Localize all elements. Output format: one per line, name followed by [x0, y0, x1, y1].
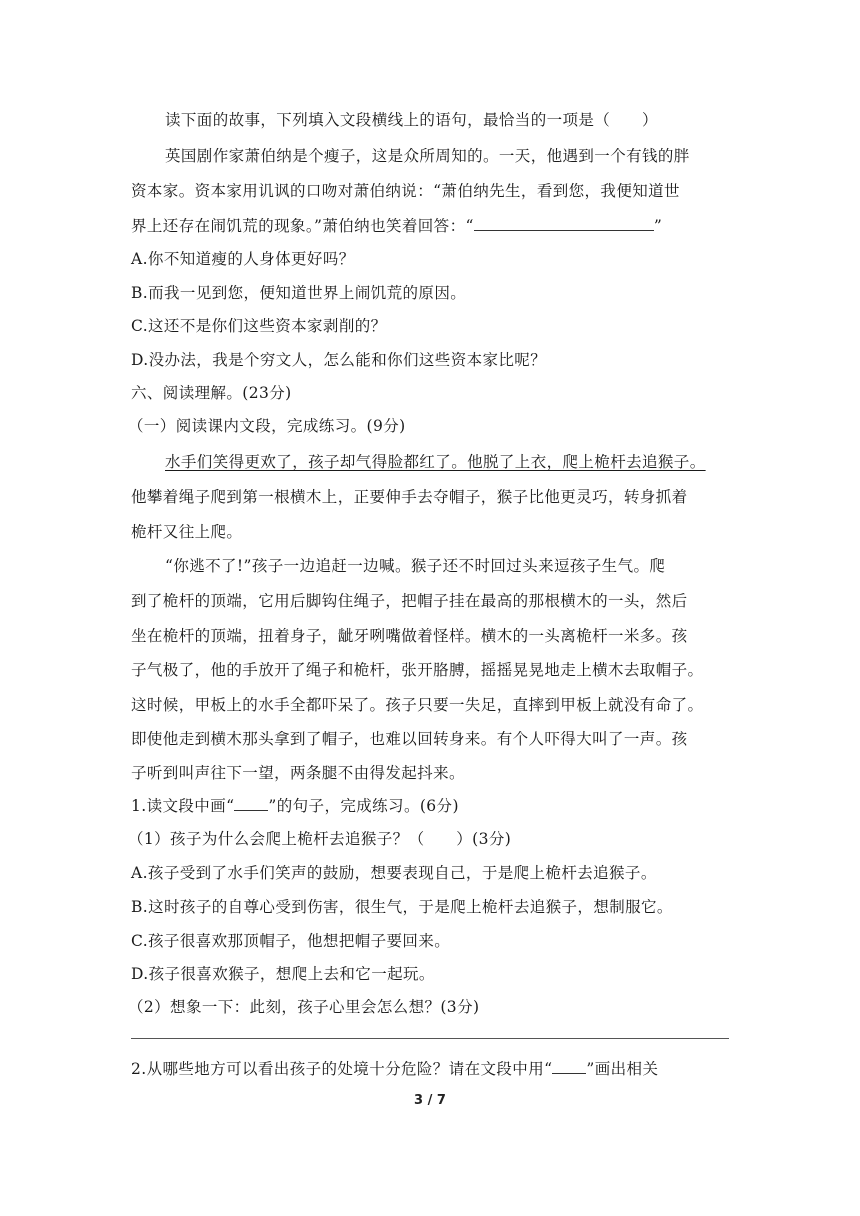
- story-line-1: 英国剧作家萧伯纳是个瘦子，这是众所周知的。一天，他遇到一个有钱的胖: [165, 147, 690, 165]
- question-2-text-end: ”画出相关: [586, 1060, 659, 1078]
- q1-option-a: A.孩子受到了水手们笑声的鼓励，想要表现自己，于是爬上桅杆去追猴子。: [131, 864, 657, 882]
- option-b: B.而我一见到您，便知道世界上闹饥荒的原因。: [131, 284, 467, 302]
- passage-line: 到了桅杆的顶端，它用后脚钩住绳子，把帽子挂在最高的那根横木的一头，然后: [131, 592, 688, 610]
- passage-underlined-sentence: [165, 452, 765, 472]
- passage-line: 桅杆又往上爬。: [131, 523, 243, 541]
- passage-line: 子气极了，他的手放开了绳子和桅杆，张开胳膊，摇摇晃晃地走上横木去取帽子。: [131, 661, 704, 679]
- passage-line: 即使他走到横木那头拿到了帽子，也难以回转身来。有个人吓得大叫了一声。孩: [131, 730, 688, 748]
- question-2: [131, 1059, 731, 1079]
- option-d: D.没办法，我是个穷文人，怎么能和你们这些资本家比呢？: [131, 351, 547, 369]
- option-c: C.这还不是你们这些资本家剥削的？: [131, 317, 387, 335]
- q1-option-b: B.这时孩子的自尊心受到伤害，很生气，于是爬上桅杆去追猴子，想制服它。: [131, 898, 673, 916]
- part1-heading: （一）阅读课内文段，完成练习。(9分): [128, 417, 406, 435]
- question-intro: 读下面的故事，下列填入文段横线上的语句，最恰当的一项是（ ）: [165, 111, 658, 129]
- option-a: A.你不知道瘦的人身体更好吗？: [131, 250, 355, 268]
- passage-line: 子听到叫声往下一望，两条腿不由得发起抖来。: [131, 764, 465, 782]
- question-1: [131, 796, 731, 816]
- section-heading: 六、阅读理解。(23分): [131, 384, 292, 402]
- passage-line: 坐在桅杆的顶端，扭着身子，龇牙咧嘴做着怪样。横木的一头离桅杆一米多。孩: [131, 627, 688, 645]
- underline-mark: [234, 798, 268, 811]
- answer-blank[interactable]: [474, 218, 654, 231]
- question-1-text: 1.读文段中画“: [131, 797, 235, 815]
- question-1-text-end: ”的句子，完成练习。(6分): [268, 797, 459, 815]
- page-number: 3 / 7: [414, 1093, 446, 1108]
- story-line-3-close: ”: [653, 217, 663, 235]
- answer-line[interactable]: [131, 1038, 729, 1039]
- question-1-2: （2）想象一下：此刻，孩子心里会怎么想？(3分): [128, 998, 480, 1016]
- story-line-3: [131, 216, 731, 236]
- q1-option-c: C.孩子很喜欢那顶帽子，他想把帽子要回来。: [131, 932, 451, 950]
- story-line-3-text: 界上还存在闹饥荒的现象。”萧伯纳也笑着回答：“: [131, 217, 474, 235]
- passage-line: 这时候，甲板上的水手全都吓呆了。孩子只要一失足，直摔到甲板上就没有命了。: [131, 696, 704, 714]
- underlined-text: 水手们笑得更欢了，孩子却气得脸都红了。他脱了上衣，爬上桅杆去追猴子。: [165, 453, 706, 471]
- underline-mark: [552, 1061, 586, 1074]
- question-2-text: 2.从哪些地方可以看出孩子的处境十分危险？请在文段中用“: [131, 1060, 553, 1078]
- story-line-2: 资本家。资本家用讥讽的口吻对萧伯纳说：“萧伯纳先生，看到您，我便知道世: [131, 182, 680, 200]
- passage-line: “你逃不了!”孩子一边追赶一边喊。猴子还不时回过头来逗孩子生气。爬: [165, 557, 666, 575]
- q1-option-d: D.孩子很喜欢猴子，想爬上去和它一起玩。: [131, 965, 435, 983]
- question-1-1: （1）孩子为什么会爬上桅杆去追猴子？（ ）(3分): [128, 830, 512, 848]
- passage-line: 他攀着绳子爬到第一根横木上，正要伸手去夺帽子，猴子比他更灵巧，转身抓着: [131, 488, 688, 506]
